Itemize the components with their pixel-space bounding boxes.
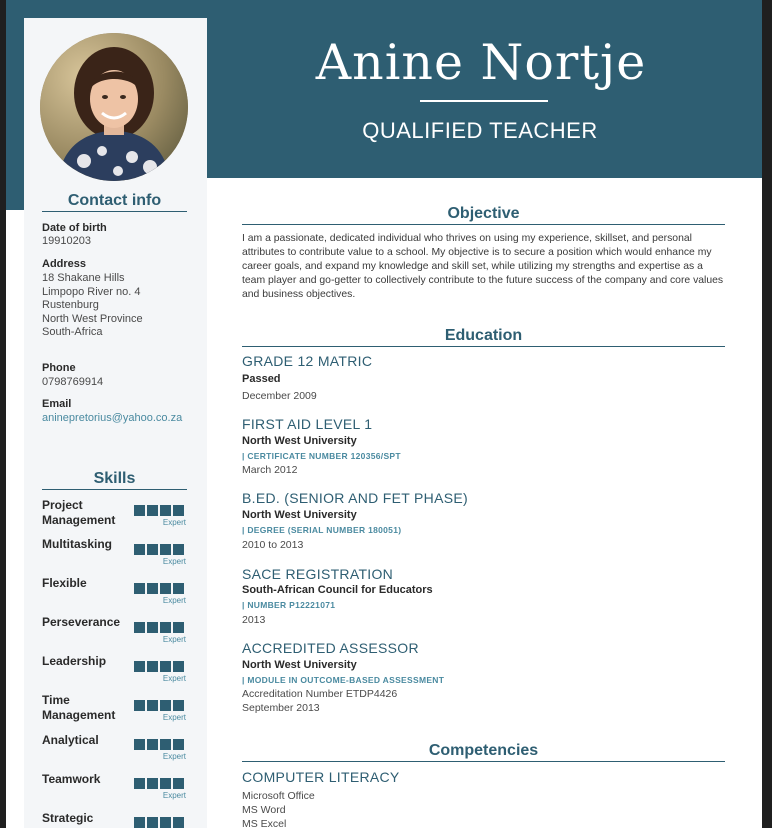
address-line: South-Africa <box>42 326 103 338</box>
education-title: B.ED. (SENIOR AND FET PHASE) <box>242 490 468 506</box>
education-date: Accreditation Number ETDP4426 <box>242 688 398 700</box>
education-date: 2013 <box>242 614 266 626</box>
education-institution: North West University <box>242 435 357 447</box>
address-line: 18 Shakane Hills <box>42 272 125 284</box>
right-border <box>762 0 772 828</box>
phone-label: Phone <box>42 362 76 374</box>
skill-level: Expert <box>162 635 186 644</box>
skill-name: Perseverance <box>42 615 121 629</box>
skill-level: Expert <box>162 752 186 761</box>
skill-rating <box>134 542 187 553</box>
skill-name: Leadership <box>42 654 107 668</box>
address-line: Limpopo River no. 4 <box>42 285 141 298</box>
skills-divider <box>42 489 187 490</box>
education-institution: North West University <box>242 659 357 671</box>
contact-heading: Contact info <box>67 192 162 209</box>
skill-name: Strategic <box>42 811 94 825</box>
competency-item: Microsoft Office <box>242 790 315 802</box>
skill-name: Time Management <box>42 693 116 722</box>
education-date: September 2013 <box>242 702 320 714</box>
sidebar-accent <box>6 178 24 210</box>
education-title: GRADE 12 MATRIC <box>242 353 373 369</box>
education-title: SACE REGISTRATION <box>242 566 394 582</box>
competency-item: MS Excel <box>242 818 287 830</box>
education-title: ACCREDITED ASSESSOR <box>242 640 419 656</box>
skill-rating <box>134 659 187 670</box>
education-date: December 2009 <box>242 390 317 402</box>
skill-level: Expert <box>162 713 186 722</box>
competency-item: MS Word <box>242 804 286 816</box>
email-link[interactable]: aninepretorius@yahoo.co.za <box>42 412 183 424</box>
skills-heading: Skills <box>93 470 136 487</box>
skill-level: Expert <box>162 596 186 605</box>
skill-rating <box>134 815 187 826</box>
name-divider <box>420 100 548 102</box>
objective-divider <box>242 224 725 225</box>
skill-rating <box>134 737 187 748</box>
education-heading: Education <box>444 327 523 344</box>
skill-level: Expert <box>162 791 186 800</box>
competencies-heading: Competencies <box>428 742 539 759</box>
skill-level: Expert <box>162 518 186 527</box>
education-divider <box>242 346 725 347</box>
dob-label: Date of birth <box>42 222 107 234</box>
address-line: Rustenburg <box>42 299 99 311</box>
objective-text: I am a passionate, dedicated individual who thrives on using my experience, skillset, and personal attributes to contribute value to a school. My objective is to secure a position which would enhance my career goals, and expand my knowledge and skill set, while utilizing my strengths and expertise as a team player and go-getter to collectively contribute to the future success of the company and core values and business objectives. <box>242 233 724 300</box>
skill-level: Expert <box>162 557 186 566</box>
skill-rating <box>134 620 187 631</box>
profile-photo <box>40 33 188 181</box>
education-detail: | NUMBER P12221071 <box>242 600 336 610</box>
skill-name: Multitasking <box>42 537 113 551</box>
skill-name: Project Management <box>42 498 116 527</box>
competency-title: COMPUTER LITERACY <box>242 769 400 785</box>
education-detail: | CERTIFICATE NUMBER 120356/SPT <box>242 451 401 461</box>
skill-name: Flexible <box>42 576 87 590</box>
dob-value: 19910203 <box>42 235 91 247</box>
education-detail: | MODULE IN OUTCOME-BASED ASSESSMENT <box>242 675 445 685</box>
candidate-name: Anine Nortje <box>315 34 647 91</box>
skill-name: Analytical <box>42 733 99 747</box>
skill-rating <box>134 698 187 709</box>
education-date: 2010 to 2013 <box>242 539 304 551</box>
address-line: North West Province <box>42 312 143 325</box>
skill-rating <box>134 776 187 787</box>
skill-rating <box>134 503 187 514</box>
competencies-divider <box>242 761 725 762</box>
job-title: QUALIFIED TEACHER <box>362 118 598 143</box>
education-date: March 2012 <box>242 464 298 476</box>
education-institution: North West University <box>242 509 357 521</box>
skill-rating <box>134 581 187 592</box>
education-institution: Passed <box>242 373 281 385</box>
email-label: Email <box>42 398 72 410</box>
objective-heading: Objective <box>447 205 520 222</box>
education-detail: | DEGREE (SERIAL NUMBER 180051) <box>242 525 402 535</box>
education-institution: South-African Council for Educators <box>242 584 433 596</box>
contact-divider <box>42 211 187 212</box>
skill-level: Expert <box>162 674 186 683</box>
phone-value: 0798769914 <box>42 376 104 388</box>
skill-name: Teamwork <box>42 772 101 786</box>
address-label: Address <box>42 258 87 270</box>
education-title: FIRST AID LEVEL 1 <box>242 416 373 432</box>
